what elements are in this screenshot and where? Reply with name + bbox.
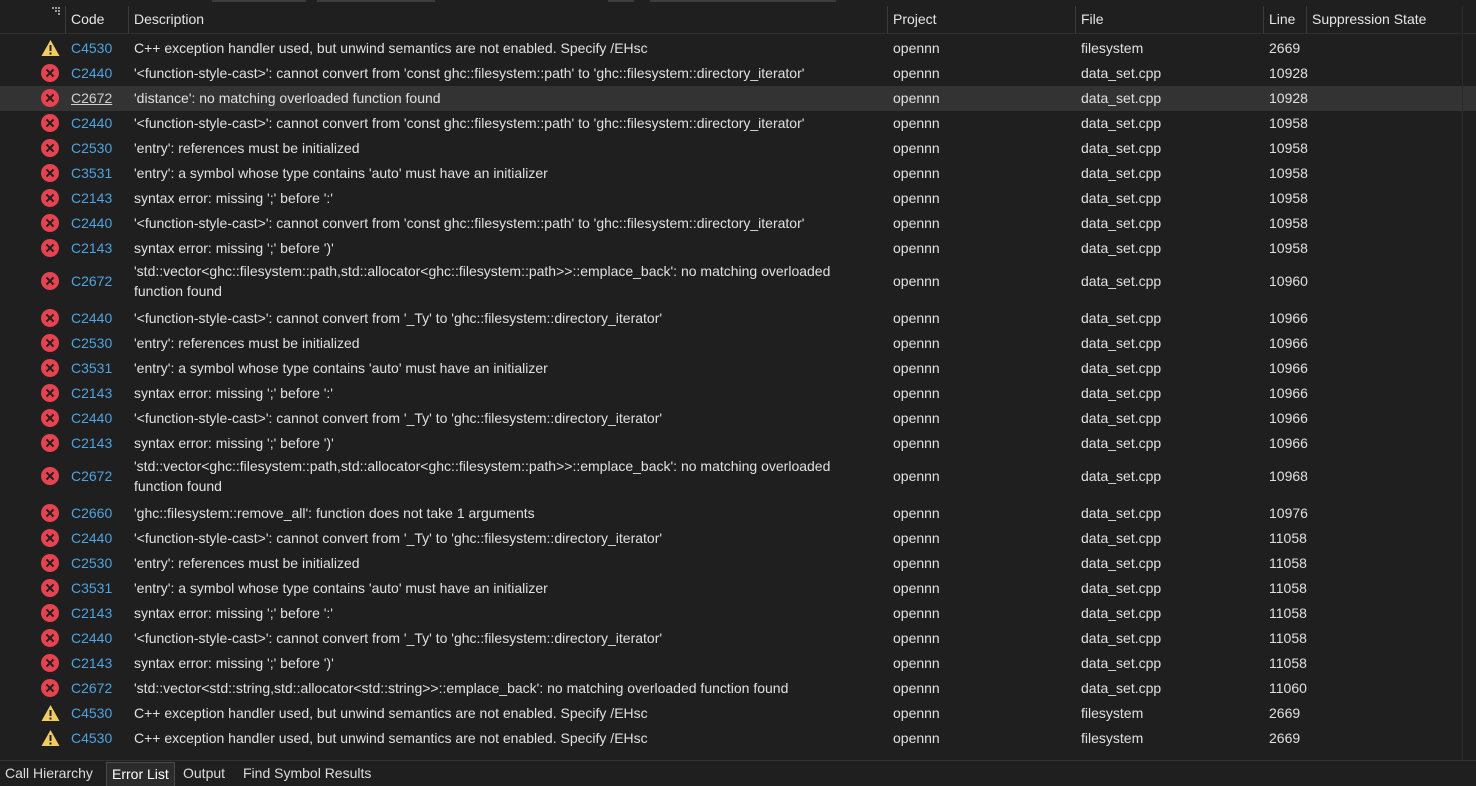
error-icon [41,434,59,452]
error-project: opennn [893,680,940,696]
table-row[interactable] [0,111,1476,136]
error-icon [41,272,59,290]
table-row[interactable] [0,526,1476,551]
error-line: 10966 [1269,335,1308,351]
error-project: opennn [893,555,940,571]
error-line: 10966 [1269,360,1308,376]
error-icon [41,359,59,377]
error-icon [41,214,59,232]
toolbar-dropdown-edge [212,0,306,2]
error-circle-x-icon [41,334,60,353]
error-circle-x-icon [41,189,60,208]
table-row[interactable] [0,626,1476,651]
error-project: opennn [893,273,940,289]
table-row[interactable] [0,576,1476,601]
error-description: 'entry': a symbol whose type contains 'auto' must have an initializer [134,580,548,596]
error-file: data_set.cpp [1081,580,1162,596]
table-row[interactable] [0,601,1476,626]
error-code-link[interactable]: C3531 [71,580,113,596]
error-circle-x-icon [41,679,60,698]
column-header-file[interactable]: File [1075,6,1263,34]
error-description: '<function-style-cast>': cannot convert from 'const ghc::filesystem::path' to 'ghc::filesystem::directory_iterator' [134,65,805,81]
error-line: 11058 [1269,580,1307,596]
error-code-link[interactable]: C2143 [71,655,113,671]
error-code-link[interactable]: C2672 [71,680,113,696]
error-line: 10928 [1269,65,1308,81]
error-project: opennn [893,630,940,646]
error-circle-x-icon [41,239,60,258]
error-code-link[interactable]: C2440 [71,630,113,646]
error-icon [41,629,59,647]
table-row[interactable] [0,381,1476,406]
error-file: filesystem [1081,40,1144,56]
error-description: 'std::vector<ghc::filesystem::path,std::allocator<ghc::filesystem::path>>::emplace_back': no matching overloaded function found [134,458,831,494]
table-row[interactable] [0,726,1476,751]
error-list-table [0,36,1476,760]
error-circle-x-icon [41,89,60,108]
error-project: opennn [893,505,940,521]
error-code-link[interactable]: C2672 [71,273,113,289]
table-row[interactable] [0,431,1476,456]
error-line: 11058 [1269,555,1307,571]
error-description: 'entry': a symbol whose type contains 'auto' must have an initializer [134,360,548,376]
error-project: opennn [893,310,940,326]
error-description: 'std::vector<ghc::filesystem::path,std::allocator<ghc::filesystem::path>>::emplace_back': no matching overloaded function found [134,263,831,299]
error-circle-x-icon [41,629,60,648]
error-icon [41,409,59,427]
error-line: 10966 [1269,385,1308,401]
error-line: 10958 [1269,165,1308,181]
tab-error-list[interactable]: Error List [106,762,175,786]
error-line: 10958 [1269,190,1308,206]
column-header-description[interactable]: Description [128,6,888,34]
error-circle-x-icon [41,434,60,453]
error-code-link[interactable]: C2660 [71,505,113,521]
error-file: data_set.cpp [1081,190,1162,206]
error-project: opennn [893,215,940,231]
error-file: data_set.cpp [1081,310,1162,326]
error-circle-x-icon [41,164,60,183]
error-code-link[interactable]: C2440 [71,65,113,81]
error-description: syntax error: missing ';' before ')' [134,655,334,671]
column-header-project[interactable]: Project [887,6,1075,34]
error-project: opennn [893,705,940,721]
error-file: data_set.cpp [1081,360,1162,376]
error-circle-x-icon [41,359,60,378]
column-header-code[interactable]: Code [65,6,128,34]
error-code-link[interactable]: C2440 [71,410,113,426]
table-row[interactable] [0,136,1476,161]
error-description: C++ exception handler used, but unwind semantics are not enabled. Specify /EHsc [134,40,648,56]
error-line: 10958 [1269,140,1308,156]
error-circle-x-icon [41,214,60,233]
error-code-link[interactable]: C3531 [71,360,113,376]
error-description: '<function-style-cast>': cannot convert from '_Ty' to 'ghc::filesystem::directory_iterator' [134,410,663,426]
error-icon [41,139,59,157]
error-file: data_set.cpp [1081,215,1162,231]
error-icon [41,467,59,485]
error-line: 10958 [1269,240,1308,256]
error-code-link[interactable]: C2143 [71,240,113,256]
error-icon [41,654,59,672]
error-file: data_set.cpp [1081,140,1162,156]
error-code-link[interactable]: C3531 [71,165,113,181]
error-description: 'ghc::filesystem::remove_all': function does not take 1 arguments [134,505,535,521]
error-file: data_set.cpp [1081,468,1162,484]
error-code-link[interactable]: C2143 [71,190,113,206]
error-code-link[interactable]: C2440 [71,310,113,326]
error-line: 10976 [1269,505,1308,521]
error-line: 11058 [1269,655,1307,671]
error-code-link[interactable]: C2143 [71,435,113,451]
table-row[interactable] [0,456,1476,496]
error-icon [41,529,59,547]
error-file: data_set.cpp [1081,605,1162,621]
warning-icon [41,704,60,722]
error-description: syntax error: missing ';' before ':' [134,190,333,206]
error-file: data_set.cpp [1081,655,1162,671]
error-description: syntax error: missing ';' before ':' [134,385,333,401]
error-code-link[interactable]: C2530 [71,335,113,351]
error-circle-x-icon [41,384,60,403]
error-file: data_set.cpp [1081,90,1162,106]
table-row[interactable] [0,676,1476,701]
error-project: opennn [893,115,940,131]
error-code-link[interactable]: C2143 [71,385,113,401]
error-code-link[interactable]: C2440 [71,530,113,546]
error-line: 11058 [1269,630,1307,646]
error-project: opennn [893,468,940,484]
error-project: opennn [893,530,940,546]
error-circle-x-icon [41,409,60,428]
error-icon [41,679,59,697]
error-file: data_set.cpp [1081,240,1162,256]
error-project: opennn [893,730,940,746]
error-description: '<function-style-cast>': cannot convert from 'const ghc::filesystem::path' to 'ghc::filesystem::directory_iterator' [134,115,805,131]
error-description: 'std::vector<std::string,std::allocator<std::string>>::emplace_back': no matching overloaded function found [134,680,789,696]
error-file: data_set.cpp [1081,65,1162,81]
error-description: C++ exception handler used, but unwind semantics are not enabled. Specify /EHsc [134,705,648,721]
error-project: opennn [893,165,940,181]
error-file: data_set.cpp [1081,555,1162,571]
table-row[interactable] [0,61,1476,86]
error-description: 'entry': references must be initialized [134,140,360,156]
error-file: data_set.cpp [1081,630,1162,646]
warning-icon [41,729,60,747]
column-filter-icon[interactable] [52,7,60,15]
error-file: data_set.cpp [1081,273,1162,289]
toolbar-dropdown-edge [317,0,435,2]
error-line: 10966 [1269,310,1308,326]
table-row[interactable] [0,306,1476,331]
error-file: data_set.cpp [1081,385,1162,401]
error-file: data_set.cpp [1081,505,1162,521]
error-project: opennn [893,385,940,401]
error-icon [41,334,59,352]
error-line: 10928 [1269,90,1308,106]
error-icon [41,504,59,522]
error-description: '<function-style-cast>': cannot convert from 'const ghc::filesystem::path' to 'ghc::filesystem::directory_iterator' [134,215,805,231]
table-row[interactable] [0,86,1476,111]
error-file: filesystem [1081,705,1144,721]
error-code-link[interactable]: C2440 [71,215,113,231]
error-line: 11058 [1269,530,1307,546]
tab-find-symbol-results[interactable]: Find Symbol Results [243,765,372,781]
error-icon [41,554,59,572]
error-icon [41,64,59,82]
table-row[interactable] [0,701,1476,726]
error-line: 11058 [1269,605,1307,621]
error-description: syntax error: missing ';' before ')' [134,435,334,451]
error-project: opennn [893,90,940,106]
error-code-link[interactable]: C4530 [71,730,113,746]
warning-triangle-icon [41,39,60,58]
tab-call-hierarchy[interactable]: Call Hierarchy [5,765,93,781]
error-circle-x-icon [41,604,60,623]
error-icon [41,384,59,402]
error-description: '<function-style-cast>': cannot convert from '_Ty' to 'ghc::filesystem::directory_iterator' [134,630,663,646]
error-project: opennn [893,240,940,256]
tab-output[interactable]: Output [183,765,226,781]
vertical-scrollbar[interactable] [1462,6,1476,760]
table-row[interactable] [0,356,1476,381]
error-project: opennn [893,65,940,81]
error-code-link[interactable]: C2143 [71,605,113,621]
error-icon [41,189,59,207]
error-line: 2669 [1269,705,1301,721]
error-description: syntax error: missing ';' before ':' [134,605,333,621]
bottom-tab-bar [0,760,1476,786]
error-project: opennn [893,605,940,621]
error-code-link[interactable]: C2672 [71,90,113,106]
error-description: '<function-style-cast>': cannot convert from '_Ty' to 'ghc::filesystem::directory_iterator' [134,530,663,546]
error-code-link[interactable]: C2530 [71,555,113,571]
error-line: 10960 [1269,273,1308,289]
table-row[interactable] [0,501,1476,526]
column-header-line[interactable]: Line [1263,6,1306,34]
error-file: data_set.cpp [1081,530,1162,546]
error-file: data_set.cpp [1081,410,1162,426]
error-circle-x-icon [41,554,60,573]
error-description: 'entry': a symbol whose type contains 'auto' must have an initializer [134,165,548,181]
error-line: 10966 [1269,410,1308,426]
error-line: 10958 [1269,115,1308,131]
error-code-link[interactable]: C2530 [71,140,113,156]
error-file: data_set.cpp [1081,680,1162,696]
error-file: data_set.cpp [1081,435,1162,451]
error-description: 'distance': no matching overloaded function found [134,90,441,106]
error-project: opennn [893,580,940,596]
error-project: opennn [893,335,940,351]
error-code-link[interactable]: C2440 [71,115,113,131]
error-description: syntax error: missing ';' before ')' [134,240,334,256]
error-circle-x-icon [41,139,60,158]
table-row[interactable] [0,161,1476,186]
error-line: 2669 [1269,40,1301,56]
error-project: opennn [893,360,940,376]
error-icon [41,309,59,327]
table-row[interactable] [0,186,1476,211]
error-description: 'entry': references must be initialized [134,555,360,571]
table-row[interactable] [0,406,1476,431]
error-icon [41,114,59,132]
error-file: data_set.cpp [1081,115,1162,131]
error-file: filesystem [1081,730,1144,746]
error-icon [41,164,59,182]
column-header-suppression-state[interactable]: Suppression State [1306,6,1461,34]
column-header [0,6,1476,34]
error-circle-x-icon [41,467,60,486]
error-line: 10958 [1269,215,1308,231]
error-circle-x-icon [41,529,60,548]
table-row[interactable] [0,551,1476,576]
table-row[interactable] [0,36,1476,61]
error-file: data_set.cpp [1081,335,1162,351]
toolbar-search-edge [650,0,836,2]
error-project: opennn [893,410,940,426]
error-circle-x-icon [41,114,60,133]
error-code-link[interactable]: C4530 [71,705,113,721]
table-row[interactable] [0,651,1476,676]
table-row[interactable] [0,211,1476,236]
error-file: data_set.cpp [1081,165,1162,181]
error-icon [41,604,59,622]
table-row[interactable] [0,236,1476,261]
error-project: opennn [893,655,940,671]
toolbar-button-edge [608,0,634,2]
error-description: C++ exception handler used, but unwind semantics are not enabled. Specify /EHsc [134,730,648,746]
error-description: 'entry': references must be initialized [134,335,360,351]
warning-icon [41,39,60,57]
error-icon [41,239,59,257]
error-line: 2669 [1269,730,1301,746]
error-circle-x-icon [41,504,60,523]
error-project: opennn [893,190,940,206]
table-row[interactable] [0,261,1476,301]
error-icon [41,579,59,597]
warning-triangle-icon [41,729,60,748]
error-circle-x-icon [41,309,60,328]
error-code-link[interactable]: C2672 [71,468,113,484]
error-line: 10968 [1269,468,1308,484]
error-project: opennn [893,435,940,451]
error-circle-x-icon [41,654,60,673]
error-circle-x-icon [41,272,60,291]
error-circle-x-icon [41,579,60,598]
error-project: opennn [893,40,940,56]
table-row[interactable] [0,331,1476,356]
error-project: opennn [893,140,940,156]
error-line: 10966 [1269,435,1308,451]
error-description: '<function-style-cast>': cannot convert from '_Ty' to 'ghc::filesystem::directory_iterator' [134,310,663,326]
error-code-link[interactable]: C4530 [71,40,113,56]
error-line: 11060 [1269,680,1307,696]
error-circle-x-icon [41,64,60,83]
error-icon [41,89,59,107]
warning-triangle-icon [41,704,60,723]
